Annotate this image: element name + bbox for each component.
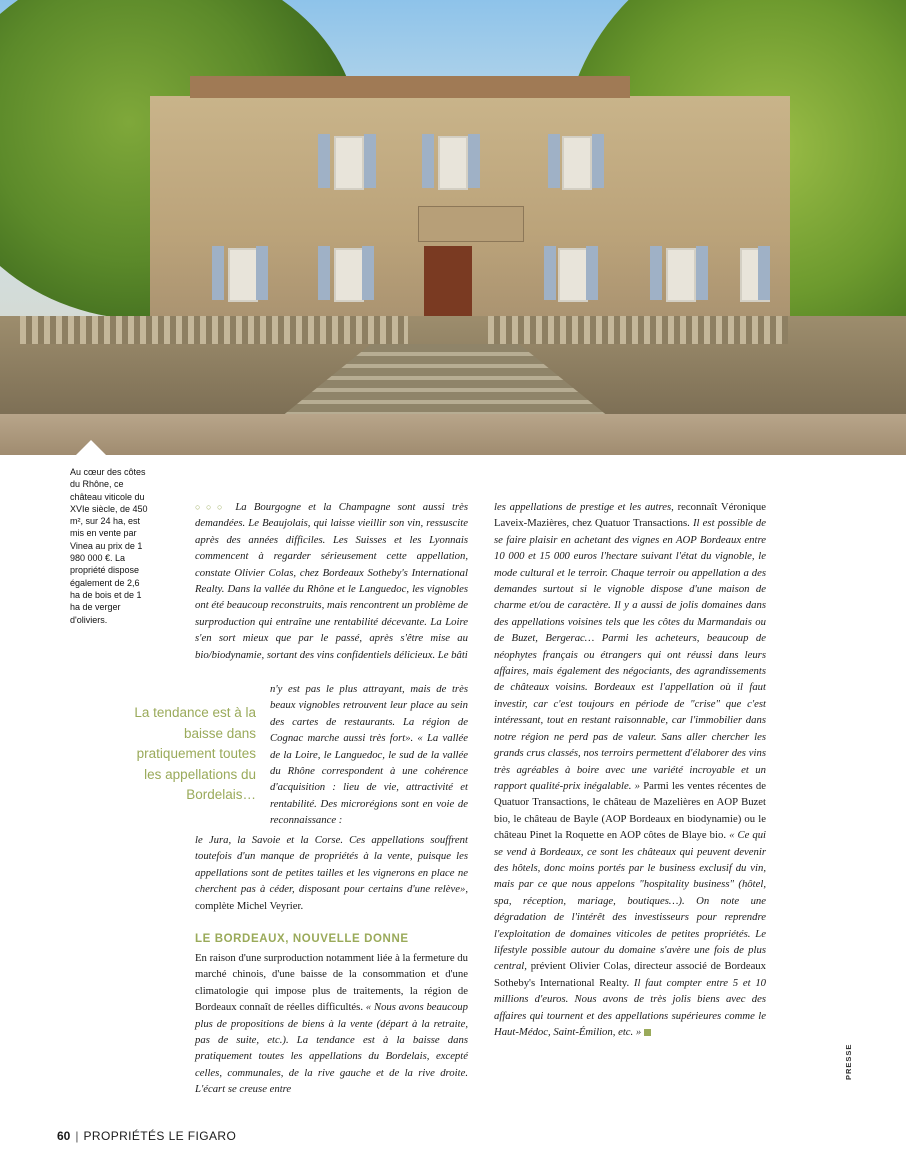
article-col1-part2 [270,681,468,829]
door-pediment [418,206,524,242]
article-col1-part1 [195,499,468,663]
body-text: En raison d'une surproduction notamment liée à la fermeture du marché chinois, d'une baisse de la consommation et d'une climatologie qui impose plus de traitements, la région de Bordeaux connaît de réelles difficultés. [195,952,468,1014]
caption-pointer [75,440,107,455]
section-heading: LE BORDEAUX, NOUVELLE DONNE [195,933,409,945]
body-text: Il faut compter entre 5 et 10 millions d'euros. Nous avons de très jolis biens avec des affaires qui tournent et des appellations supérieures comme le Haut-Médoc, Saint-Émilion, etc. » [494,976,767,1038]
balustrade-left [20,316,408,344]
footer-separator: | [75,1129,79,1143]
chateau-photo [0,0,906,455]
body-text: n'y est pas le plus attrayant, mais de très beaux vignobles retrouvent leur place au sein des cartes de restaurants. La région de Cognac marche aussi très fort». « La vallée de la Loire, le Languedoc, le sud de la vallée du Rhône correspondent à une cohérence d'acquisition : lieu de vie, attractivité et rentabilité. Des microrégions sont en voie de reconnaissance : [270,683,468,827]
page-number: 60 [57,1129,71,1143]
body-text: , complète Michel Veyrier. [195,883,468,912]
body-text: Il est possible de se faire plaisir en achetant des vignes en AOP Bordeaux entre 10 000 et 15 000 euros l'hectare suivant l'état du vignoble, le mode cultural et le terroir. Chaque terroir ou appellation a des demandes surtout si le vignoble dispose d'une maison de charme et/ou de caractère. Il y a aussi de jolis domaines dans des appellations voisines tels que les côtes du Marmandais ou de Buzet, Bergerac… Parmi les acheteurs, beaucoup de néophytes français ou étrangers qui ont réussi dans leurs affaires, mais également des négociants, des agrandissements de châteaux voisins. Bordeaux est l'appellation où il faut investir, car c'est toujours en période de "crise" que c'est intéressant, tout en restant raisonnable, car l'immobilier dans notre région ne perd pas de valeur. Sans aller chercher les grands crus classés, nos terroirs permettent d'élaborer des vins très agréables à boire avec une variété incroyable et un rapport qualité-prix inégalable. » [494,517,766,792]
roof [190,76,630,98]
body-text: Parmi les ventes récentes de Quatuor Transactions, le château de Mazelières en AOP Buzet bio, le château de Bayle (AOP Bordeaux en biodynamie) ou le château Pinet la Roquette en AOP côtes de Blaye bio. [494,779,766,842]
article-col2 [494,499,766,1040]
section-label: PRESSE [844,1043,853,1080]
photo-caption: Au cœur des côtes du Rhône, ce château viticole du XVIe siècle, de 450 m², sur 24 ha, est mis en vente par Vinea au prix de 1 980 000 €. La propriété dispose également de 2,6 ha de bois et de 1 ha de verger d'oliviers. [70,467,148,625]
body-text: reconnaît Véronique Laveix-Mazières, chez Quatuor Transactions. [494,501,766,530]
lead-marker: ○○○ [195,502,229,512]
body-text: La Bourgogne et la Champagne sont aussi très demandées. Le Beaujolais, qui laisse vieillir son vin, ressuscite après des années difficiles. Les Suisses et les Lyonnais commencent à regarder sérieusement cette appellation, constate Olivier Colas, chez Bordeaux Sotheby's International Realty. Dans la vallée du Rhône et le Languedoc, les vignobles ont été beaucoup reconstruits, mais rencontrent un problème de surproduction qui entraîne une rentabilité décevante. La Loire s'en sort mieux que par le passé, après s'être mise au bio/biodynamie, sortant des vins confidentiels délicieux. Le bâti [195,501,469,661]
body-text: « Ce qui se vend à Bordeaux, ce sont les châteaux qui peuvent devenir des hôtels, donc moins portés par le business exclusif du vin, mais par ce que nous appelons "hospitality business" (hôtel, spa, réception, mariage, boutiques…). On note une dégradation de l'intérêt des investisseurs pour reprendre l'exploitation de domaines viticoles de petites propriétés. Le lifestyle possible autour du domaine s'avère une fois de plus central, [494,829,767,973]
magazine-name: PROPRIÉTÉS LE FIGARO [83,1129,237,1143]
page-footer [57,1129,236,1143]
body-text: « Nous avons beaucoup plus de propositions de biens à la vente (départ à la retraite, pas de suite, etc.). La tendance est à la baisse dans pratiquement toutes les appellations du Bordelais, excepté celles, communales, de la rive gauche et de la rive droite. L'écart se creuse entre [195,1001,468,1096]
chateau-facade [150,96,790,326]
body-text: les appellations de prestige et les autres, [494,501,674,513]
end-mark [644,1029,651,1036]
body-text: le Jura, la Savoie et la Corse. Ces appellations souffrent toutefois d'un manque de propriétés à la vente, puisque les appellations sont de petites tailles et les vignerons en place ne cherchent pas à céder, disposant pour certains d'une relève» [195,834,468,896]
ground [0,414,906,455]
body-text: prévient Olivier Colas, directeur associé de Bordeaux Sotheby's International Realty. [494,960,766,989]
article-col1-part3 [195,832,468,914]
pull-quote: La tendance est à la baisse dans pratiquement toutes les appellations du Bordelais… [134,705,256,802]
balustrade-right [488,316,788,344]
article-col1-part4 [195,950,468,1098]
